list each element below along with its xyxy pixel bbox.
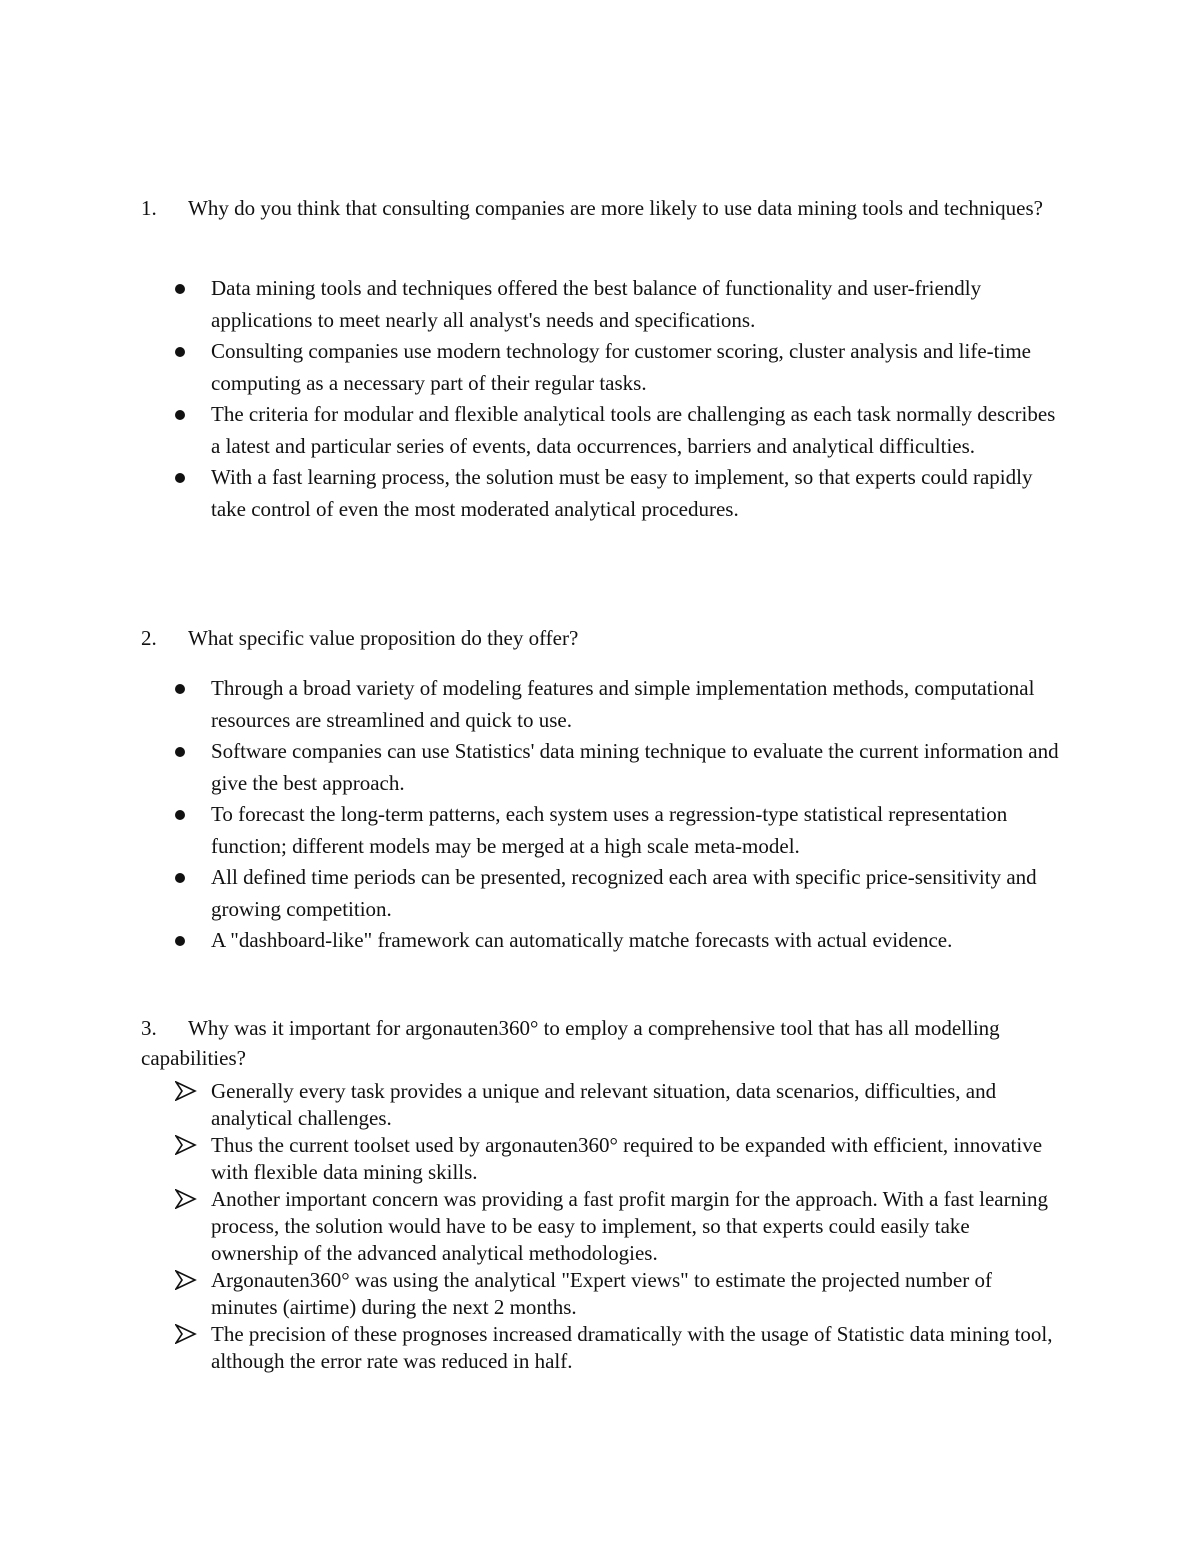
answer-list-3: [0, 1078, 1200, 1375]
bullet-dot-icon: [175, 347, 185, 357]
list-item: Data mining tools and techniques offered the best balance of functionality and user-friendly applications to meet nearly all analyst's needs and specifications.: [211, 273, 1061, 336]
answer-list-2: [0, 673, 1200, 957]
list-item: The criteria for modular and flexible analytical tools are challenging as each task normally describes a latest and particular series of events, data occurrences, barriers and analytical difficulties.: [211, 399, 1061, 462]
question-text: Why do you think that consulting companies are more likely to use data mining tools and techniques?: [188, 196, 1043, 220]
list-item: Software companies can use Statistics' data mining technique to evaluate the current information and give the best approach.: [211, 736, 1061, 799]
list-item: With a fast learning process, the solution must be easy to implement, so that experts could rapidly take control of even the most moderated analytical procedures.: [211, 462, 1061, 525]
list-item: Another important concern was providing a fast profit margin for the approach. With a fast learning process, the solution would have to be easy to implement, so that experts could easily take ownership of the advanced analytical methodologies.: [211, 1186, 1061, 1267]
list-item: Generally every task provides a unique and relevant situation, data scenarios, difficulties, and analytical challenges.: [211, 1078, 1061, 1132]
list-item: All defined time periods can be presented, recognized each area with specific price-sensitivity and growing competition.: [211, 862, 1061, 925]
question-2: [141, 623, 1061, 653]
bullet-dot-icon: [175, 410, 185, 420]
arrow-bullet-icon: [175, 1270, 197, 1290]
list-item: The precision of these prognoses increased dramatically with the usage of Statistic data mining tool, although the error rate was reduced in half.: [211, 1321, 1061, 1375]
bullet-dot-icon: [175, 284, 185, 294]
arrow-bullet-icon: [175, 1135, 197, 1155]
bullet-dot-icon: [175, 473, 185, 483]
bullet-dot-icon: [175, 747, 185, 757]
bullet-dot-icon: [175, 873, 185, 883]
arrow-bullet-icon: [175, 1189, 197, 1209]
question-3: [141, 1013, 1061, 1073]
question-text: What specific value proposition do they offer?: [188, 626, 579, 650]
bullet-dot-icon: [175, 936, 185, 946]
list-item: A "dashboard-like" framework can automatically matche forecasts with actual evidence.: [211, 925, 1061, 957]
list-item: To forecast the long-term patterns, each system uses a regression-type statistical representation function; different models may be merged at a high scale meta-model.: [211, 799, 1061, 862]
question-number: 3.: [141, 1016, 157, 1040]
question-number: 2.: [141, 626, 157, 650]
list-item: Through a broad variety of modeling features and simple implementation methods, computational resources are streamlined and quick to use.: [211, 673, 1061, 736]
list-item: Thus the current toolset used by argonauten360° required to be expanded with efficient, innovative with flexible data mining skills.: [211, 1132, 1061, 1186]
answer-list-1: [0, 273, 1200, 525]
question-1: [141, 193, 1061, 223]
list-item: Consulting companies use modern technology for customer scoring, cluster analysis and life-time computing as a necessary part of their regular tasks.: [211, 336, 1061, 399]
arrow-bullet-icon: [175, 1081, 197, 1101]
bullet-dot-icon: [175, 684, 185, 694]
arrow-bullet-icon: [175, 1324, 197, 1344]
list-item: Argonauten360° was using the analytical "Expert views" to estimate the projected number of minutes (airtime) during the next 2 months.: [211, 1267, 1061, 1321]
question-text: Why was it important for argonauten360° to employ a comprehensive tool that has all modelling capabilities?: [141, 1016, 1000, 1070]
question-number: 1.: [141, 196, 157, 220]
bullet-dot-icon: [175, 810, 185, 820]
